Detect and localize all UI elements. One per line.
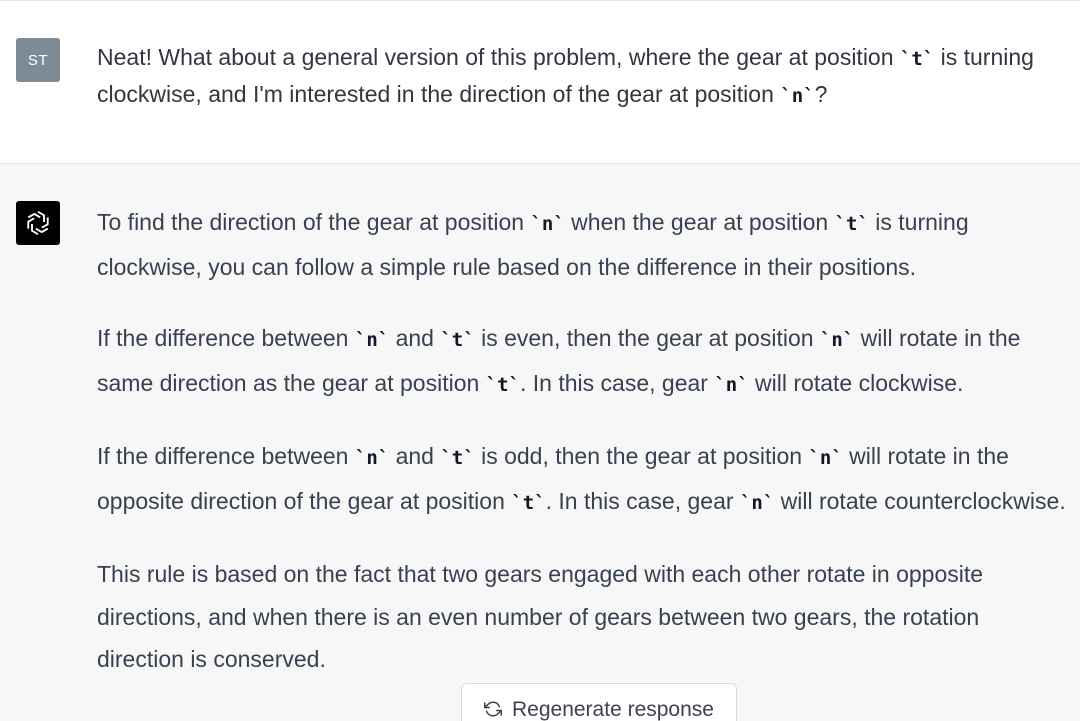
text-segment: Neat! What about a general version of this problem, where the gear at position	[97, 44, 900, 70]
text-segment: If the difference between	[97, 325, 355, 351]
user-message	[0, 1, 1080, 164]
assistant-message-body	[97, 201, 1072, 710]
text-segment: and	[389, 443, 441, 469]
user-message-text	[97, 40, 1057, 114]
inline-code: `t`	[440, 329, 475, 351]
inline-code: `t`	[899, 48, 935, 70]
text-segment: To find the direction of the gear at position	[97, 209, 531, 235]
inline-code: `n`	[354, 447, 390, 469]
text-segment: . In this case, gear	[545, 487, 740, 514]
text-segment: This rule is based on the fact that two gears engaged with each other rotate in opposite directions, and when there is an even number of gears between two gears, the rotation direction is conserved.	[97, 561, 984, 672]
text-segment: will rotate in the opposite direction of the gear at position	[97, 443, 1009, 514]
assistant-message	[0, 164, 1080, 721]
assistant-paragraph	[97, 553, 1072, 681]
text-segment: when the gear at position	[564, 209, 835, 235]
text-segment: is odd, then the gear at position	[474, 443, 809, 469]
user-avatar: ST	[16, 38, 60, 82]
inline-code: `n`	[739, 491, 775, 514]
inline-code: `n`	[808, 447, 843, 469]
regenerate-label: Regenerate response	[512, 698, 714, 721]
assistant-paragraph	[97, 201, 1072, 288]
assistant-paragraph	[97, 435, 1072, 524]
inline-code: `t`	[511, 491, 546, 514]
text-segment: is turning clockwise, you can follow a simple rule based on the difference in their positions.	[97, 209, 969, 280]
inline-code: `n`	[714, 373, 749, 396]
inline-code: `n`	[819, 329, 855, 351]
text-segment: will rotate clockwise.	[748, 369, 964, 396]
text-segment: will rotate counterclockwise.	[774, 487, 1066, 514]
text-segment: is even, then the gear at position	[474, 325, 820, 351]
regenerate-response-button[interactable]	[461, 683, 737, 721]
text-segment: If the difference between	[97, 443, 355, 469]
text-segment: ?	[814, 81, 828, 107]
text-segment: will rotate in the same direction as the gear at position	[97, 325, 1021, 396]
inline-code: `t`	[440, 447, 475, 469]
openai-logo-icon	[16, 201, 60, 245]
inline-code: `n`	[354, 329, 390, 351]
inline-code: `t`	[834, 213, 869, 235]
text-segment: and	[389, 325, 441, 351]
inline-code: `n`	[530, 213, 565, 235]
inline-code: `t`	[485, 373, 520, 396]
text-segment: is turning clockwise, and I'm interested in the direction of the gear at position	[97, 44, 1034, 107]
refresh-icon	[484, 700, 502, 718]
inline-code: `n`	[780, 85, 815, 107]
assistant-paragraph	[97, 317, 1072, 406]
text-segment: . In this case, gear	[520, 369, 715, 396]
